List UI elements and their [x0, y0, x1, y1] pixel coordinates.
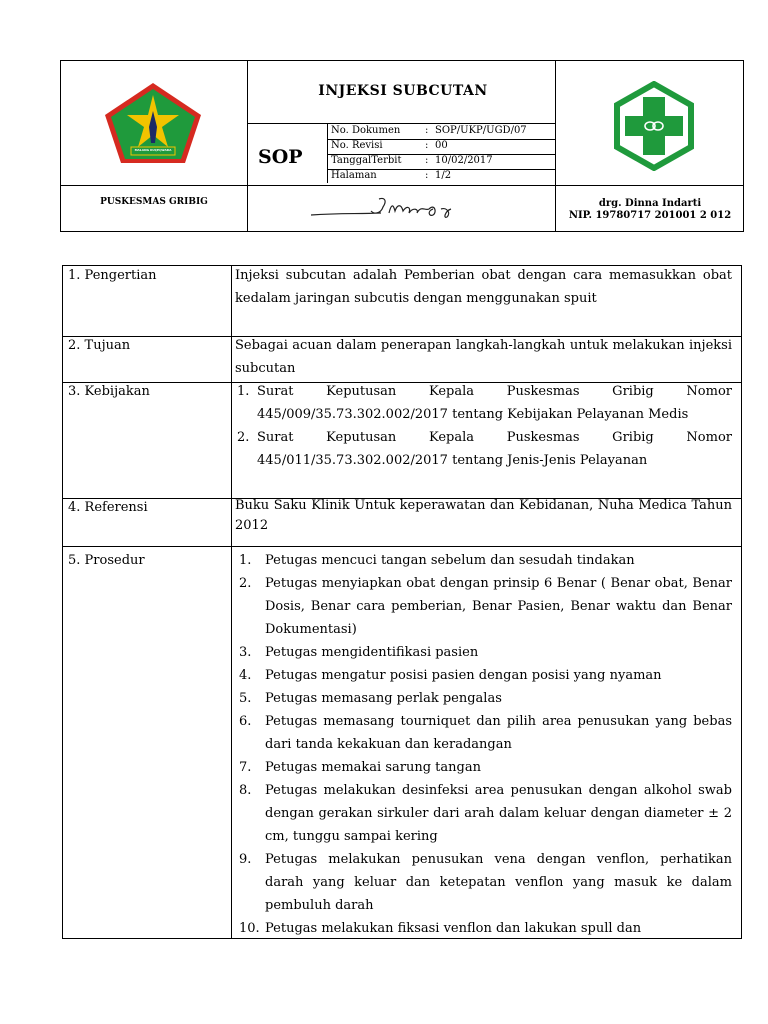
item-number: 4. [239, 668, 252, 683]
item-text: Petugas melakukan fiksasi venflon dan lakukan spull dan [265, 921, 642, 936]
item-number: 1. [239, 553, 252, 568]
list-item [235, 572, 732, 641]
meta-value: 10/02/2017 [435, 155, 493, 166]
list-item [235, 549, 732, 572]
meta-value: 00 [435, 140, 448, 151]
item-text: Petugas melakukan penusukan vena dengan venflon, perhatikan darah yang keluar dan ketepatan venflon yang masuk ke dalam pembuluh darah [265, 852, 732, 913]
item-number: 3. [239, 645, 252, 660]
meta-row-publish-date [327, 154, 555, 168]
item-number: 9. [239, 852, 252, 867]
item-text: Petugas memakai sarung tangan [265, 760, 481, 775]
item-number: 6. [239, 714, 252, 729]
sop-label: SOP [258, 146, 303, 168]
document-title: INJEKSI SUBCUTAN [318, 83, 488, 99]
section-text-pengertian: Injeksi subcutan adalah Pemberian obat dengan cara memasukkan obat kedalam jaringan subcutis dengan menggunakan spuit [235, 268, 732, 306]
item-number: 7. [239, 760, 252, 775]
meta-key: Halaman [331, 170, 377, 181]
section-list-kebijakan [235, 380, 732, 472]
organization-name: PUSKESMAS GRIBIG [100, 197, 208, 207]
meta-row-revision [327, 139, 555, 153]
list-item [235, 641, 732, 664]
list-item [235, 779, 732, 848]
signature [301, 189, 501, 225]
row-divider [63, 546, 741, 547]
section-text-tujuan: Sebagai acuan dalam penerapan langkah-langkah untuk melakukan injeksi subcutan [235, 338, 732, 376]
section-label-referensi: 4. Referensi [68, 500, 148, 515]
malang-city-logo [103, 81, 203, 166]
meta-key: No. Revisi [331, 140, 383, 151]
header-divider [61, 185, 743, 186]
item-text: Petugas memasang tourniquet dan pilih area penusukan yang bebas dari tanda kekakuan dan keradangan [265, 714, 732, 752]
item-number: 1. [237, 384, 250, 399]
list-item [235, 710, 732, 756]
meta-colon: : [425, 170, 429, 181]
meta-value: SOP/UKP/UGD/07 [435, 125, 527, 136]
column-divider [231, 266, 232, 938]
meta-row-page [327, 169, 555, 183]
signer-block [557, 198, 743, 222]
item-number: 10. [239, 921, 260, 936]
section-label-prosedur: 5. Prosedur [68, 553, 145, 568]
section-text-referensi: Buku Saku Klinik Untuk keperawatan dan Kebidanan, Nuha Medica Tahun 2012 [235, 498, 732, 533]
section-label-pengertian: 1. Pengertian [68, 268, 157, 283]
list-item [235, 848, 732, 917]
meta-colon: : [425, 125, 429, 136]
item-number: 2. [237, 430, 250, 445]
sop-content-table [62, 265, 742, 939]
item-text: Petugas memasang perlak pengalas [265, 691, 502, 706]
puskesmas-logo [609, 81, 699, 171]
section-list-prosedur [235, 549, 732, 940]
item-text: Petugas menyiapkan obat dengan prinsip 6 Benar ( Benar obat, Benar Dosis, Benar cara pemberian, Benar Pasien, Benar waktu dan Benar Dokumentasi) [265, 576, 732, 637]
item-text: Petugas mengidentifikasi pasien [265, 645, 479, 660]
item-text: Surat Keputusan Kepala Puskesmas Gribig Nomor 445/009/35.73.302.002/2017 tentang Kebijakan Pelayanan Medis [257, 384, 732, 422]
list-item [235, 917, 732, 940]
list-item [235, 380, 732, 426]
meta-key: TanggalTerbit [331, 155, 402, 166]
item-text: Petugas mengatur posisi pasien dengan posisi yang nyaman [265, 668, 662, 683]
item-number: 2. [239, 576, 252, 591]
item-text: Surat Keputusan Kepala Puskesmas Gribig Nomor 445/011/35.73.302.002/2017 tentang Jenis-Jenis Pelayanan [257, 430, 732, 468]
list-item [235, 664, 732, 687]
meta-colon: : [425, 155, 429, 166]
meta-key: No. Dokumen [331, 125, 401, 136]
header-divider [247, 61, 248, 231]
signer-name: drg. Dinna Indarti [598, 198, 702, 209]
signer-nip: NIP. 19780717 201001 2 012 [568, 210, 732, 221]
meta-row-document-number [327, 124, 555, 138]
section-label-tujuan: 2. Tujuan [68, 338, 131, 353]
list-item [235, 426, 732, 472]
document-header [60, 60, 744, 232]
meta-colon: : [425, 140, 429, 151]
item-text: Petugas mencuci tangan sebelum dan sesudah tindakan [265, 553, 635, 568]
list-item [235, 756, 732, 779]
meta-value: 1/2 [435, 170, 452, 181]
item-text: Petugas melakukan desinfeksi area penusukan dengan alkohol swab dengan gerakan sirkuler dari arah dalam keluar dengan diameter ± 2 cm, tunggu sampai kering [265, 783, 732, 844]
list-item [235, 687, 732, 710]
malang-logo-text: MALANG KUÇEÇWARA [134, 148, 172, 152]
item-number: 8. [239, 783, 252, 798]
section-label-kebijakan: 3. Kebijakan [68, 384, 150, 399]
item-number: 5. [239, 691, 252, 706]
